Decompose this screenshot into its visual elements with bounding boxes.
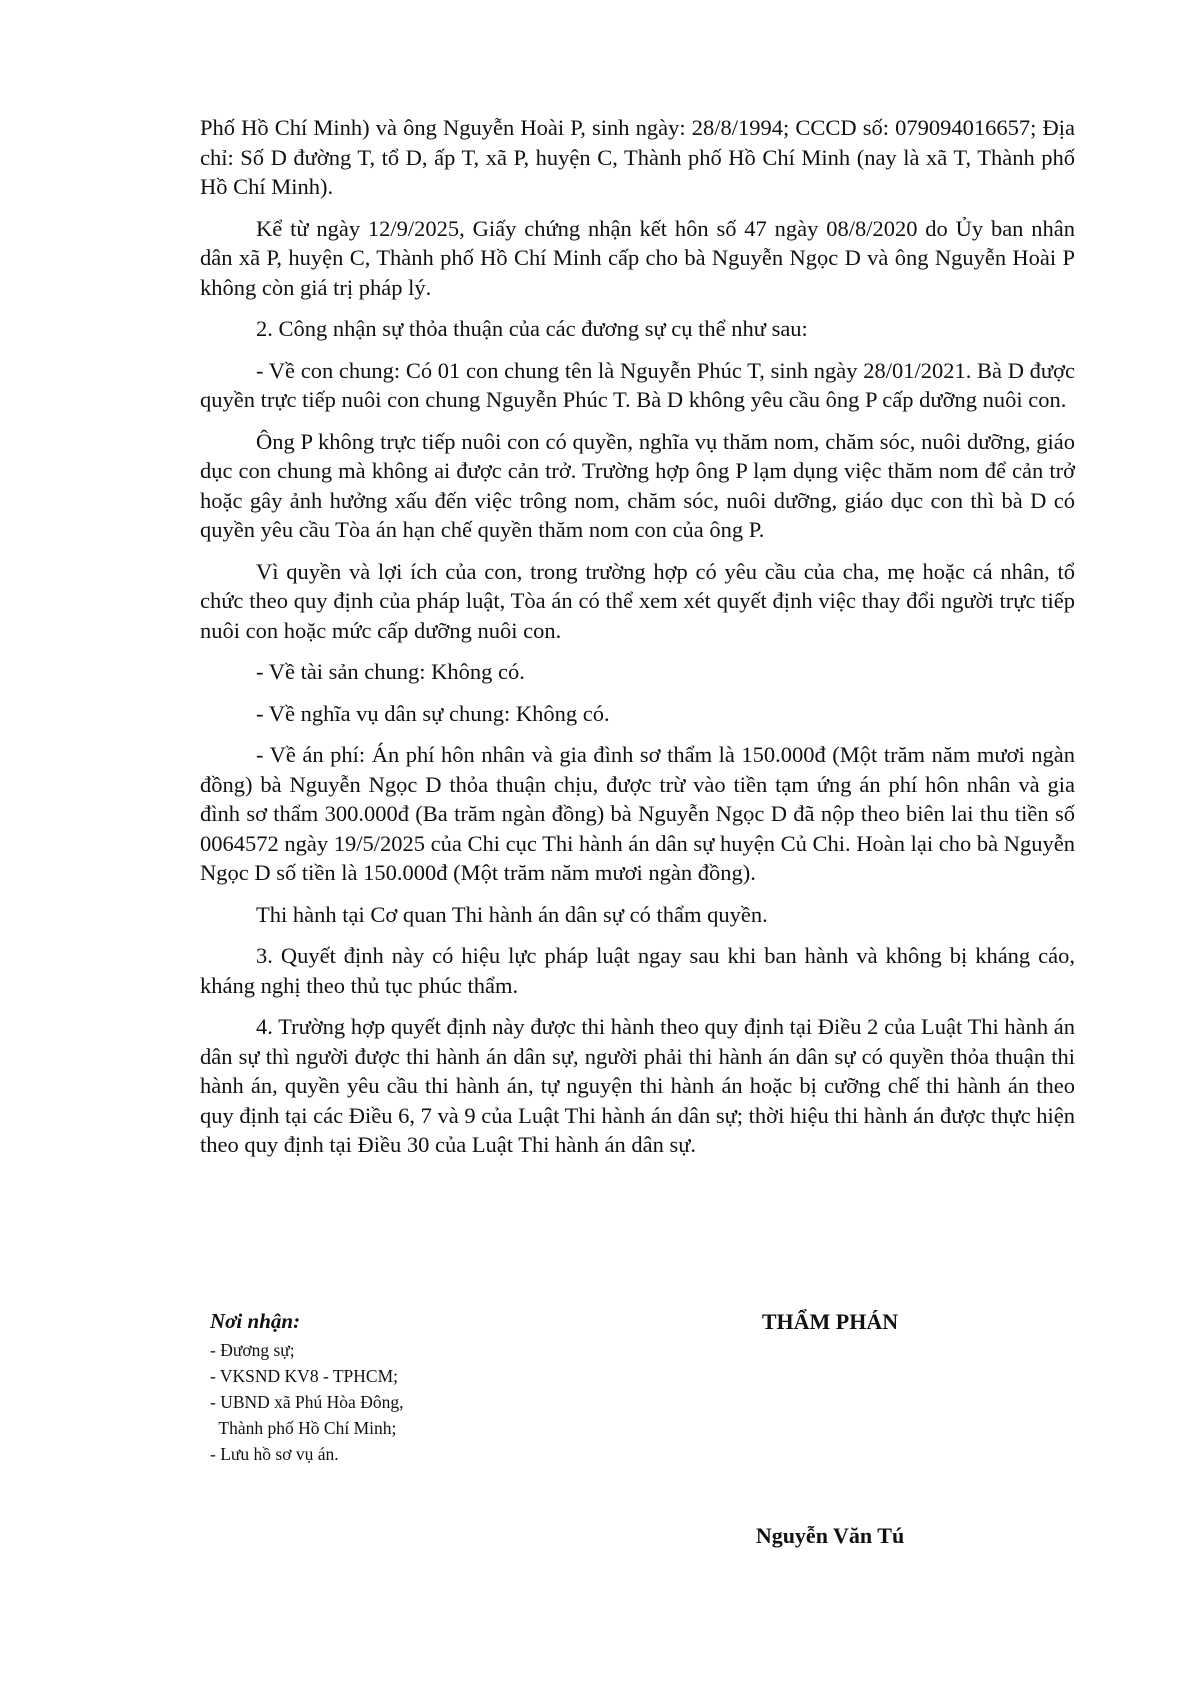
- recipients-title-text: Nơi nhận: [210, 1309, 294, 1333]
- paragraph-parties: Phố Hồ Chí Minh) và ông Nguyễn Hoài P, sinh ngày: 28/8/1994; CCCD số: 079094016657; Địa chỉ: Số D đường T, tổ D, ấp T, xã P, huyện C, Thành phố Hồ Chí Minh (nay là xã T, Thành phố Hồ Chí Minh).: [200, 115, 1075, 199]
- recipient-item: - Lưu hồ sơ vụ án.: [210, 1444, 339, 1464]
- document-body: [200, 113, 1075, 1172]
- paragraph-court-fee: - Về án phí: Án phí hôn nhân và gia đình sơ thẩm là 150.000đ (Một trăm năm mươi ngàn đồng) bà Nguyễn Ngọc D thỏa thuận chịu, được trừ vào tiền tạm ứng án phí hôn nhân và gia đình sơ thẩm 300.000đ (Ba trăm ngàn đồng) bà Nguyễn Ngọc D đã nộp theo biên lai thu tiền số 0064572 ngày 19/5/2025 của Chi cục Thi hành án dân sự huyện Củ Chi. Hoàn lại cho bà Nguyễn Ngọc D số tiền là 150.000đ (Một trăm năm mươi ngàn đồng).: [200, 742, 1075, 885]
- paragraph-common-obligation: - Về nghĩa vụ dân sự chung: Không có.: [256, 700, 610, 726]
- document-footer: [200, 1307, 1075, 1607]
- recipient-item: - VKSND KV8 - TPHCM;: [210, 1366, 398, 1386]
- recipient-item: Thành phố Hồ Chí Minh;: [210, 1418, 397, 1438]
- paragraph-common-child: - Về con chung: Có 01 con chung tên là Nguyễn Phúc T, sinh ngày 28/01/2021. Bà D được quyền trực tiếp nuôi con chung Nguyễn Phúc T. Bà D không yêu cầu ông P cấp dưỡng nuôi con.: [200, 357, 1075, 412]
- recipient-item: - UBND xã Phú Hòa Đông,: [210, 1392, 404, 1412]
- paragraph-enforcement-agency: Thi hành tại Cơ quan Thi hành án dân sự có thẩm quyền.: [256, 901, 768, 927]
- signer-title: THẨM PHÁN: [761, 1309, 899, 1334]
- paragraph-agreement-heading: 2. Công nhận sự thỏa thuận của các đương sự cụ thể như sau:: [256, 316, 808, 341]
- paragraph-legal-effect: 3. Quyết định này có hiệu lực pháp luật ngay sau khi ban hành và không bị kháng cáo, kháng nghị theo thủ tục phúc thẩm.: [200, 943, 1075, 998]
- signer-name: Nguyễn Văn Tú: [755, 1523, 905, 1548]
- paragraph-visitation-rights: Ông P không trực tiếp nuôi con có quyền, nghĩa vụ thăm nom, chăm sóc, nuôi dưỡng, giáo dục con chung mà không ai được cản trở. Trường hợp ông P lạm dụng việc thăm nom để cản trở hoặc gây ảnh hưởng xấu đến việc trông nom, chăm sóc, nuôi dưỡng, giáo dục con thì bà D có quyền yêu cầu Tòa án hạn chế quyền thăm nom con của ông P.: [200, 428, 1075, 542]
- signature-block: [680, 1307, 980, 1551]
- recipients-block: [210, 1307, 570, 1467]
- recipients-title: [210, 1307, 570, 1335]
- paragraph-enforcement-law: 4. Trường hợp quyết định này được thi hành theo quy định tại Điều 2 của Luật Thi hành án dân sự thì người được thi hành án dân sự, người phải thi hành án dân sự có quyền thỏa thuận thi hành án, quyền yêu cầu thi hành án, tự nguyện thi hành án hoặc bị cưỡng chế thi hành án theo quy định tại các Điều 6, 7 và 9 của Luật Thi hành án dân sự; thời hiệu thi hành án được thực hiện theo quy định tại Điều 30 của Luật Thi hành án dân sự.: [200, 1014, 1075, 1157]
- paragraph-common-property: - Về tài sản chung: Không có.: [256, 659, 525, 684]
- paragraph-child-interest: Vì quyền và lợi ích của con, trong trường hợp có yêu cầu của cha, mẹ hoặc cá nhân, tổ chức theo quy định của pháp luật, Tòa án có thể xem xét quyết định việc thay đổi người trực tiếp nuôi con hoặc mức cấp dưỡng nuôi con.: [200, 558, 1075, 643]
- recipients-title-colon: :: [293, 1309, 301, 1333]
- paragraph-marriage-certificate: Kể từ ngày 12/9/2025, Giấy chứng nhận kết hôn số 47 ngày 08/8/2020 do Ủy ban nhân dân xã P, huyện C, Thành phố Hồ Chí Minh cấp cho bà Nguyễn Ngọc D và ông Nguyễn Hoài P không còn giá trị pháp lý.: [200, 215, 1075, 300]
- recipient-item: - Đương sự;: [210, 1340, 295, 1360]
